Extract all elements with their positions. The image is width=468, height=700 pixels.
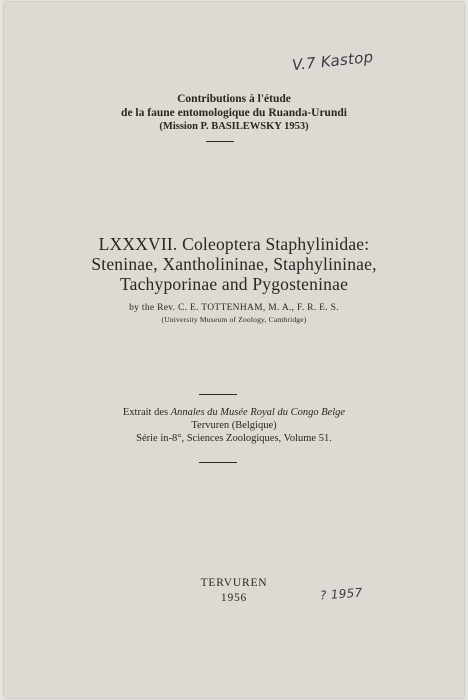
extract-line-1 xyxy=(4,406,464,419)
title-line-2: Steninae, Xantholininae, Staphylininae, xyxy=(91,254,377,274)
title-line-1: LXXXVII. Coleoptera Staphylinidae: xyxy=(98,234,370,254)
handwritten-note-bottom: ? 1957 xyxy=(319,585,363,603)
handwritten-note-top: V.7 Kastop xyxy=(291,47,375,75)
divider-rule xyxy=(199,394,237,395)
imprint-block xyxy=(4,576,464,606)
author-affiliation: (University Museum of Zoology, Cambridge) xyxy=(161,315,307,324)
divider-rule xyxy=(206,141,234,142)
journal-name: Annales du Musée Royal du Congo Belge xyxy=(170,407,346,418)
title-line-3: Tachyporinae and Pygosteninae xyxy=(119,274,349,294)
document-title xyxy=(4,234,464,294)
series-line-1: Contributions à l'étude xyxy=(177,93,291,105)
extract-place: Tervuren (Belgique) xyxy=(191,420,277,431)
extract-series: Série in-8°, Sciences Zoologiques, Volume 51. xyxy=(136,433,332,444)
imprint-year: 1956 xyxy=(220,592,248,604)
series-header xyxy=(4,92,464,134)
extract-block xyxy=(4,406,464,445)
series-line-3: (Mission P. BASILEWSKY 1953) xyxy=(159,121,309,132)
imprint-city: TERVUREN xyxy=(200,577,268,589)
author-byline: by the Rev. C. E. TOTTENHAM, M. A., F. R. E. S. xyxy=(129,303,339,313)
series-line-2: de la faune entomologique du Ruanda-Urundi xyxy=(121,107,347,119)
divider-rule xyxy=(199,462,237,463)
author-block xyxy=(4,303,464,325)
document-page xyxy=(4,2,464,698)
extract-prefix: Extrait des xyxy=(122,407,169,418)
